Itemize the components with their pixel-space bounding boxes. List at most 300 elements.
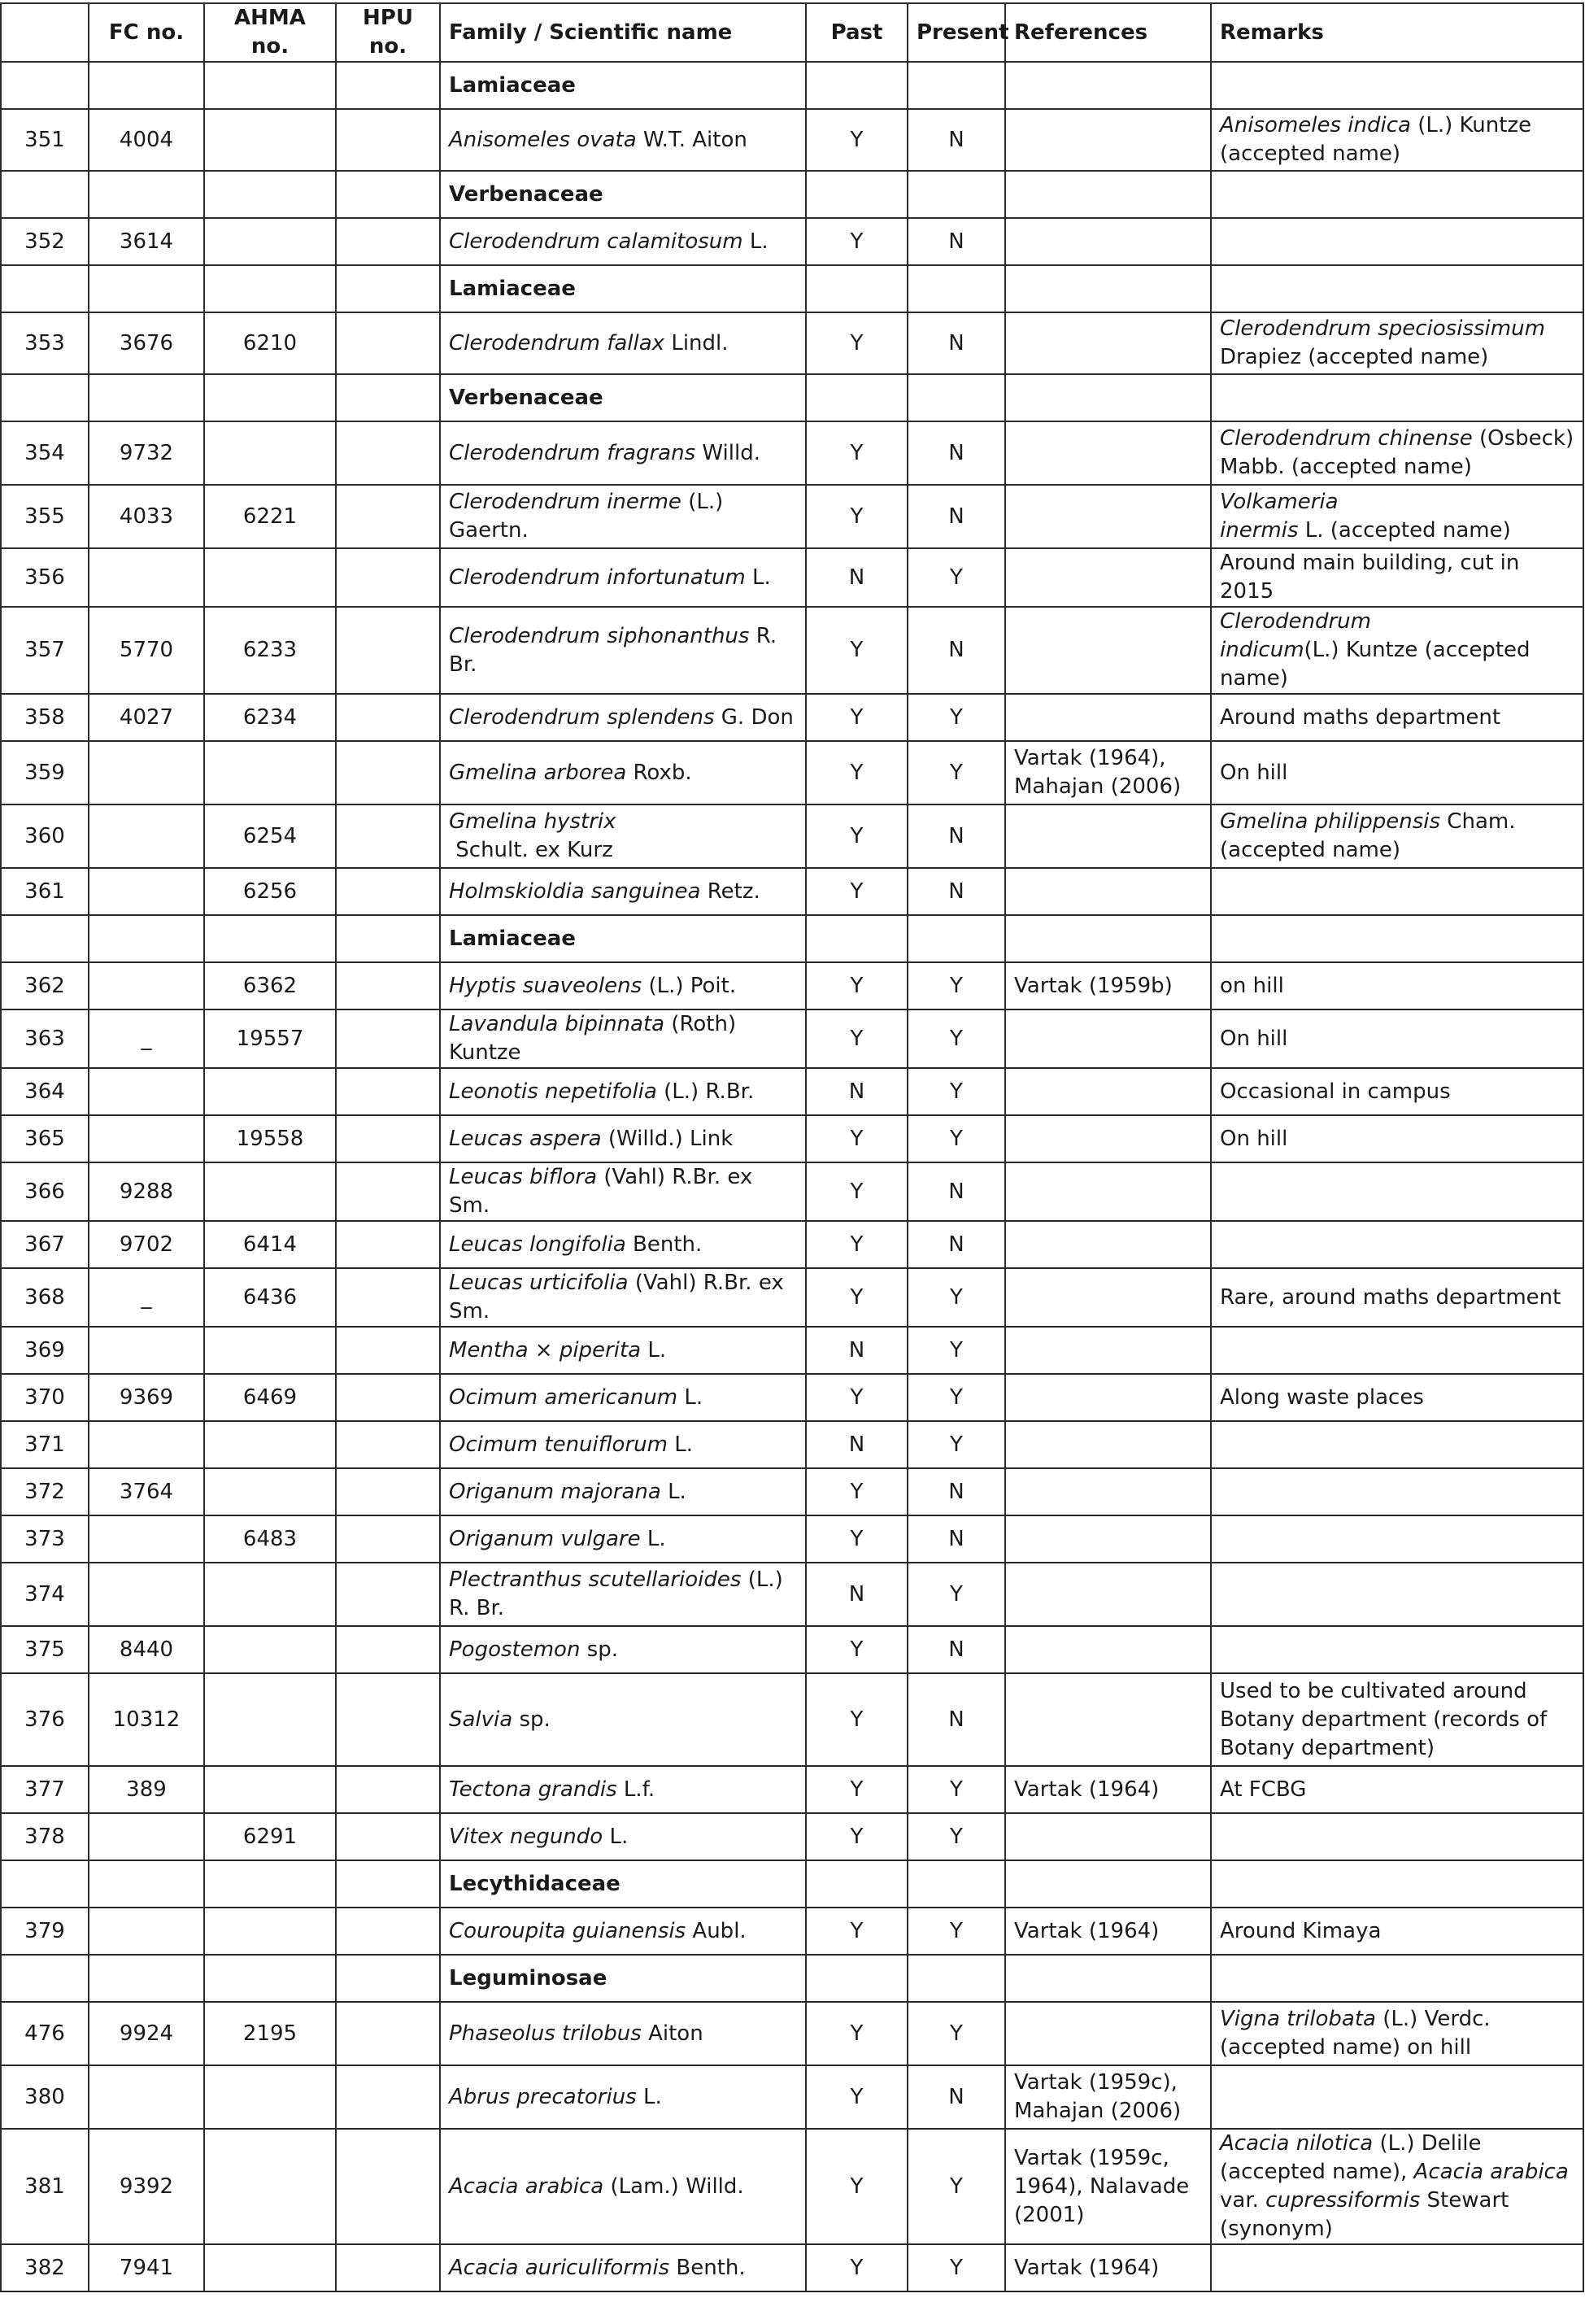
past-status: Y: [806, 218, 908, 265]
remark-taxon: Clerodendrum speciosissimum: [1220, 316, 1545, 341]
past-status: Y: [806, 2244, 908, 2291]
hpu-number: [336, 1162, 440, 1221]
author-citation: L.: [647, 1337, 667, 1363]
author-citation: Aubl.: [692, 1918, 747, 1943]
ahma-number: 6469: [204, 1374, 336, 1421]
remark-text: (L.) Verdc. (accepted name) on hill: [1220, 2007, 1491, 2060]
fc-number: 9288: [89, 1162, 204, 1221]
fc-number: 3764: [89, 1468, 204, 1515]
author-citation: Lindl.: [671, 330, 729, 355]
remarks-cell: [1211, 548, 1583, 607]
remarks-cell: [1211, 804, 1583, 868]
ahma-number: 19557: [204, 1009, 336, 1068]
past-status: Y: [806, 868, 908, 915]
hpu-number: [336, 1115, 440, 1162]
references-cell: [1005, 312, 1211, 374]
empty-cell: [1211, 265, 1583, 312]
empty-cell: [908, 171, 1005, 218]
author-citation: Schult. ex Kurz: [455, 838, 613, 862]
present-status: Y: [908, 1421, 1005, 1468]
past-status: Y: [806, 1221, 908, 1268]
present-status: N: [908, 2065, 1005, 2129]
serial-number: 353: [1, 312, 89, 374]
empty-cell: [336, 915, 440, 962]
past-status: Y: [806, 1626, 908, 1673]
fc-number: 7941: [89, 2244, 204, 2291]
remarks-cell: [1211, 2244, 1583, 2291]
empty-cell: [1211, 1955, 1583, 2002]
past-status: Y: [806, 1374, 908, 1421]
author-citation: L.: [674, 1432, 693, 1457]
remark-taxon: indicum: [1220, 638, 1304, 662]
empty-cell: [1211, 374, 1583, 421]
family-row: [1, 62, 1583, 109]
ahma-number: 6233: [204, 607, 336, 694]
present-status: Y: [908, 1327, 1005, 1374]
ahma-number: [204, 2129, 336, 2244]
hpu-number: [336, 607, 440, 694]
hpu-number: [336, 962, 440, 1009]
scientific-name: Ocimum tenuiflorum: [449, 1432, 668, 1457]
scientific-name-cell: [440, 2244, 806, 2291]
empty-cell: [1005, 265, 1211, 312]
hpu-number: [336, 421, 440, 485]
remark-text: (L.) Kuntze (accepted name): [1220, 113, 1532, 166]
ahma-number: 6291: [204, 1813, 336, 1860]
hpu-number: [336, 1068, 440, 1115]
author-citation: L.: [684, 1384, 703, 1410]
fc-number: 4004: [89, 109, 204, 171]
remarks-cell: [1211, 1626, 1583, 1673]
fc-number: 8440: [89, 1626, 204, 1673]
fc-number: [89, 1563, 204, 1626]
present-status: N: [908, 485, 1005, 548]
references-cell: [1005, 607, 1211, 694]
remarks-cell: [1211, 485, 1583, 548]
header-references: References: [1005, 3, 1211, 62]
author-citation: (L.) Poit.: [648, 973, 737, 998]
family-name: Lecythidaceae: [440, 1860, 806, 1908]
past-status: N: [806, 1563, 908, 1626]
remarks-cell: [1211, 1813, 1583, 1860]
table-row: [1, 1626, 1583, 1673]
serial-number: 377: [1, 1766, 89, 1813]
table-row: [1, 1673, 1583, 1766]
past-status: Y: [806, 1009, 908, 1068]
author-citation: Retz.: [707, 879, 760, 904]
ahma-number: [204, 421, 336, 485]
serial-number: 365: [1, 1115, 89, 1162]
fc-number: [89, 1908, 204, 1955]
present-status: N: [908, 868, 1005, 915]
remarks-cell: [1211, 2065, 1583, 2129]
serial-number: 364: [1, 1068, 89, 1115]
ahma-number: [204, 1162, 336, 1221]
fc-number: 10312: [89, 1673, 204, 1766]
present-status: N: [908, 1626, 1005, 1673]
scientific-name-cell: [440, 2065, 806, 2129]
reference-line: Vartak (1964): [1014, 1777, 1160, 1802]
author-citation: (L.) R. Br.: [449, 1568, 783, 1620]
ahma-number: [204, 1468, 336, 1515]
ahma-number: [204, 1908, 336, 1955]
fc-number: [89, 1115, 204, 1162]
hpu-number: [336, 312, 440, 374]
present-status: Y: [908, 548, 1005, 607]
table-row: [1, 1766, 1583, 1813]
present-status: Y: [908, 1766, 1005, 1813]
fc-number: [89, 962, 204, 1009]
reference-line: Vartak (1959b): [1014, 973, 1173, 998]
fc-number: 9732: [89, 421, 204, 485]
ahma-number: [204, 1421, 336, 1468]
scientific-name-cell: [440, 1673, 806, 1766]
ahma-number: [204, 548, 336, 607]
table-row: [1, 804, 1583, 868]
scientific-name: Mentha × piperita: [449, 1337, 642, 1363]
scientific-name: Salvia: [449, 1707, 513, 1732]
header-serial: [1, 3, 89, 62]
family-row: [1, 374, 1583, 421]
past-status: Y: [806, 1766, 908, 1813]
table-row: [1, 694, 1583, 741]
remark-text: Around main building, cut in 2015: [1220, 551, 1520, 604]
author-citation: W.T. Aiton: [642, 127, 747, 152]
family-name: Lamiaceae: [440, 915, 806, 962]
references-cell: [1005, 1162, 1211, 1221]
serial-number: 476: [1, 2002, 89, 2065]
serial-number: 357: [1, 607, 89, 694]
scientific-name-cell: [440, 1268, 806, 1327]
family-row: [1, 171, 1583, 218]
hpu-number: [336, 868, 440, 915]
remarks-cell: [1211, 1374, 1583, 1421]
scientific-name: Clerodendrum fallax: [449, 330, 665, 355]
ahma-number: 6483: [204, 1515, 336, 1563]
past-status: Y: [806, 421, 908, 485]
fc-number: 9924: [89, 2002, 204, 2065]
serial-number: 355: [1, 485, 89, 548]
table-row: [1, 1813, 1583, 1860]
empty-cell: [1005, 1955, 1211, 2002]
present-status: Y: [908, 1115, 1005, 1162]
serial-number: 376: [1, 1673, 89, 1766]
scientific-name-cell: [440, 109, 806, 171]
past-status: Y: [806, 1115, 908, 1162]
scientific-name: Anisomeles ovata: [449, 127, 637, 152]
author-citation: (Roth) Kuntze: [449, 1012, 737, 1065]
past-status: Y: [806, 1673, 908, 1766]
table-row: [1, 1268, 1583, 1327]
fc-number: [89, 1813, 204, 1860]
past-status: Y: [806, 312, 908, 374]
remark-text: on hill: [1220, 973, 1284, 998]
present-status: N: [908, 1162, 1005, 1221]
fc-number: 9369: [89, 1374, 204, 1421]
empty-cell: [1, 171, 89, 218]
remarks-cell: [1211, 421, 1583, 485]
scientific-name-cell: [440, 1515, 806, 1563]
empty-cell: [1211, 62, 1583, 109]
scientific-name-cell: [440, 1468, 806, 1515]
header-ahma-no: AHMA no.: [204, 3, 336, 62]
hpu-number: [336, 804, 440, 868]
empty-cell: [806, 265, 908, 312]
references-cell: [1005, 2002, 1211, 2065]
author-citation: G. Don: [721, 704, 794, 730]
author-citation: L.: [609, 1824, 629, 1849]
empty-cell: [806, 171, 908, 218]
past-status: Y: [806, 804, 908, 868]
scientific-name-cell: [440, 741, 806, 804]
empty-cell: [1, 1955, 89, 2002]
table-row: [1, 2065, 1583, 2129]
fc-number: [89, 2065, 204, 2129]
ahma-number: [204, 1068, 336, 1115]
past-status: Y: [806, 2065, 908, 2129]
past-status: Y: [806, 1268, 908, 1327]
fc-number: [89, 1421, 204, 1468]
table-row: [1, 2129, 1583, 2244]
ahma-number: [204, 1626, 336, 1673]
scientific-name-cell: [440, 1115, 806, 1162]
scientific-name-cell: [440, 868, 806, 915]
remarks-cell: [1211, 1327, 1583, 1374]
references-cell: [1005, 2129, 1211, 2244]
author-citation: (Vahl) R.Br. ex Sm.: [449, 1165, 753, 1218]
hpu-number: [336, 548, 440, 607]
scientific-name-cell: [440, 804, 806, 868]
author-citation: (L.) R.Br.: [664, 1079, 755, 1104]
author-citation: (L.) Gaertn.: [449, 490, 724, 543]
empty-cell: [89, 171, 204, 218]
family-name: Verbenaceae: [440, 374, 806, 421]
past-status: N: [806, 548, 908, 607]
remarks-cell: [1211, 1563, 1583, 1626]
empty-cell: [1005, 62, 1211, 109]
present-status: N: [908, 312, 1005, 374]
past-status: Y: [806, 607, 908, 694]
scientific-name-cell: [440, 312, 806, 374]
serial-number: 375: [1, 1626, 89, 1673]
reference-line: (2001): [1014, 2202, 1085, 2227]
scientific-name-cell: [440, 1162, 806, 1221]
scientific-name: Leucas aspera: [449, 1126, 602, 1151]
hpu-number: [336, 694, 440, 741]
references-cell: [1005, 1221, 1211, 1268]
header-scientific-name: Family / Scientific name: [440, 3, 806, 62]
remarks-cell: [1211, 1468, 1583, 1515]
author-citation: Aiton: [648, 2021, 703, 2046]
scientific-name: Gmelina hystrix: [449, 809, 616, 834]
past-status: Y: [806, 2129, 908, 2244]
ahma-number: 6221: [204, 485, 336, 548]
reference-line: Mahajan (2006): [1014, 774, 1182, 799]
serial-number: 358: [1, 694, 89, 741]
serial-number: 361: [1, 868, 89, 915]
table-row: [1, 2002, 1583, 2065]
present-status: Y: [908, 1268, 1005, 1327]
author-citation: L.: [752, 565, 771, 590]
references-cell: [1005, 485, 1211, 548]
reference-line: 1964), Nalavade: [1014, 2174, 1190, 2199]
present-status: Y: [908, 1374, 1005, 1421]
remark-taxon: Volkameria: [1220, 490, 1339, 514]
references-cell: [1005, 1327, 1211, 1374]
references-cell: [1005, 1813, 1211, 1860]
empty-cell: [908, 374, 1005, 421]
serial-number: 363: [1, 1009, 89, 1068]
scientific-name-cell: [440, 1563, 806, 1626]
hpu-number: [336, 1327, 440, 1374]
hpu-number: [336, 1421, 440, 1468]
empty-cell: [806, 1860, 908, 1908]
ahma-number: [204, 2065, 336, 2129]
empty-cell: [89, 62, 204, 109]
remark-text: var.: [1220, 2188, 1266, 2213]
remarks-cell: [1211, 1908, 1583, 1955]
empty-cell: [336, 1955, 440, 2002]
present-status: Y: [908, 1813, 1005, 1860]
scientific-name: Clerodendrum inerme: [449, 490, 681, 514]
hpu-number: [336, 1374, 440, 1421]
references-cell: [1005, 218, 1211, 265]
serial-number: 366: [1, 1162, 89, 1221]
reference-line: Vartak (1959c),: [1014, 2070, 1178, 2095]
table-row: [1, 607, 1583, 694]
past-status: Y: [806, 1908, 908, 1955]
remark-taxon: cupressiformis: [1265, 2188, 1421, 2213]
table-row: [1, 218, 1583, 265]
references-cell: [1005, 1515, 1211, 1563]
remark-text: Drapiez (accepted name): [1220, 345, 1489, 369]
present-status: N: [908, 109, 1005, 171]
empty-cell: [336, 62, 440, 109]
reference-line: Vartak (1959c,: [1014, 2145, 1169, 2170]
remark-text: Cham. (accepted name): [1220, 809, 1516, 862]
serial-number: 351: [1, 109, 89, 171]
scientific-name: Hyptis suaveolens: [449, 973, 642, 998]
empty-cell: [89, 265, 204, 312]
empty-cell: [908, 265, 1005, 312]
family-row: [1, 915, 1583, 962]
serial-number: 356: [1, 548, 89, 607]
family-name: Lamiaceae: [440, 62, 806, 109]
scientific-name-cell: [440, 1327, 806, 1374]
author-citation: L.f.: [623, 1777, 655, 1802]
past-status: Y: [806, 1515, 908, 1563]
remark-taxon: inermis: [1220, 518, 1299, 543]
scientific-name-cell: [440, 1908, 806, 1955]
empty-cell: [204, 62, 336, 109]
past-status: N: [806, 1327, 908, 1374]
hpu-number: [336, 1468, 440, 1515]
hpu-number: [336, 1626, 440, 1673]
references-cell: [1005, 1268, 1211, 1327]
remark-text: Around Kimaya: [1220, 1918, 1382, 1943]
references-cell: [1005, 741, 1211, 804]
hpu-number: [336, 1515, 440, 1563]
remarks-cell: [1211, 607, 1583, 694]
author-citation: Benth.: [633, 1232, 703, 1257]
table-row: [1, 1563, 1583, 1626]
serial-number: 362: [1, 962, 89, 1009]
present-status: N: [908, 1515, 1005, 1563]
ahma-number: 19558: [204, 1115, 336, 1162]
remark-text: (Osbeck) Mabb. (accepted name): [1220, 426, 1574, 479]
table-row: [1, 1327, 1583, 1374]
fc-number: 3676: [89, 312, 204, 374]
serial-number: 352: [1, 218, 89, 265]
present-status: Y: [908, 1908, 1005, 1955]
serial-number: 367: [1, 1221, 89, 1268]
author-citation: L.: [668, 1479, 686, 1504]
remark-taxon: Anisomeles indica: [1220, 113, 1411, 137]
empty-cell: [1005, 915, 1211, 962]
serial-number: 373: [1, 1515, 89, 1563]
ahma-number: 2195: [204, 2002, 336, 2065]
reference-line: Mahajan (2006): [1014, 2099, 1182, 2123]
hpu-number: [336, 1813, 440, 1860]
empty-cell: [908, 915, 1005, 962]
family-row: [1, 1955, 1583, 2002]
remarks-cell: [1211, 741, 1583, 804]
ahma-number: [204, 741, 336, 804]
ahma-number: 6234: [204, 694, 336, 741]
past-status: Y: [806, 962, 908, 1009]
references-cell: [1005, 2244, 1211, 2291]
scientific-name: Lavandula bipinnata: [449, 1012, 665, 1036]
fc-number: 9702: [89, 1221, 204, 1268]
table-row: [1, 741, 1583, 804]
header-row: [1, 3, 1583, 62]
scientific-name: Holmskioldia sanguinea: [449, 879, 701, 904]
reference-line: Vartak (1964),: [1014, 746, 1166, 770]
empty-cell: [1, 1860, 89, 1908]
author-citation: L.: [643, 2084, 662, 2109]
scientific-name-cell: [440, 962, 806, 1009]
past-status: Y: [806, 1813, 908, 1860]
ahma-number: [204, 109, 336, 171]
header-past: Past: [806, 3, 908, 62]
present-status: N: [908, 421, 1005, 485]
hpu-number: [336, 1221, 440, 1268]
table-row: [1, 1468, 1583, 1515]
remark-text: Occasional in campus: [1220, 1079, 1451, 1104]
author-citation: L.: [749, 229, 769, 254]
table-body: [1, 62, 1583, 2291]
serial-number: 360: [1, 804, 89, 868]
ahma-number: 6210: [204, 312, 336, 374]
past-status: Y: [806, 1162, 908, 1221]
remarks-cell: [1211, 1421, 1583, 1468]
references-cell: [1005, 1009, 1211, 1068]
fc-number: [89, 1327, 204, 1374]
remark-text: Along waste places: [1220, 1384, 1424, 1410]
present-status: Y: [908, 1009, 1005, 1068]
table-row: [1, 1908, 1583, 1955]
references-cell: [1005, 109, 1211, 171]
fc-number: [89, 741, 204, 804]
remark-taxon: Clerodendrum chinense: [1220, 426, 1473, 451]
author-citation: Willd.: [702, 440, 760, 465]
scientific-name-cell: [440, 2002, 806, 2065]
present-status: Y: [908, 1563, 1005, 1626]
table-row: [1, 2244, 1583, 2291]
hpu-number: [336, 1009, 440, 1068]
empty-cell: [1005, 171, 1211, 218]
empty-cell: [336, 265, 440, 312]
